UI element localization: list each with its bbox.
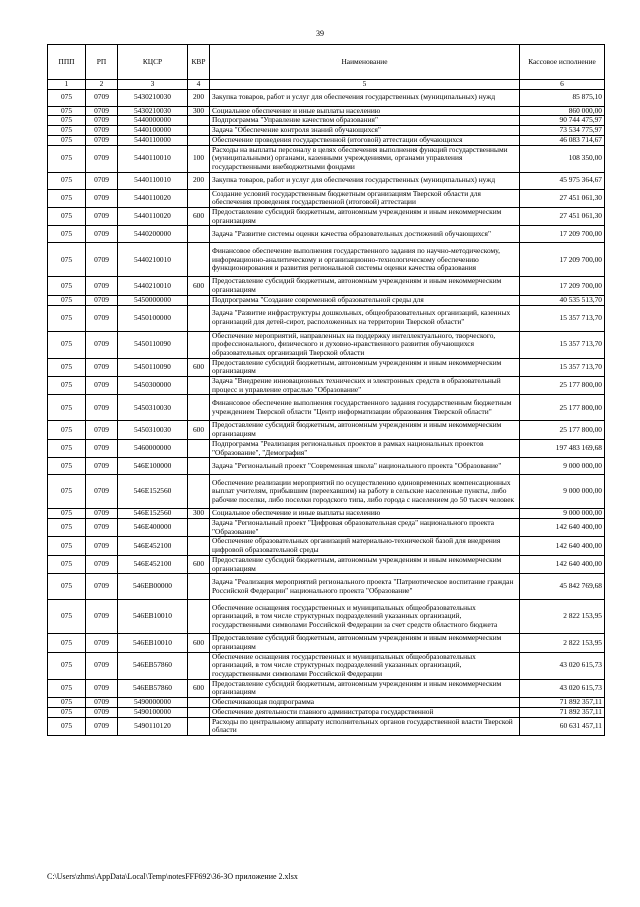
row-kcsr: 5440210010 [118,277,188,295]
row-amount: 108 350,00 [520,145,605,172]
row-kcsr: 5440100000 [118,126,188,136]
row-kvr [188,707,210,717]
row-rp: 0709 [86,358,118,376]
row-amount: 9 000 000,00 [520,458,605,475]
row-amount: 860 000,00 [520,106,605,116]
row-kcsr: 5430210030 [118,89,188,106]
row-kcsr: 546E452100 [118,555,188,573]
row-kvr [188,537,210,555]
row-ppp: 075 [48,305,86,331]
row-name: Обеспечивающая подпрограмма [210,698,520,708]
row-rp: 0709 [86,135,118,145]
table-row [48,679,605,697]
row-kcsr: 546E152560 [118,509,188,519]
row-name: Обеспечение образовательных организаций материально-технической базой для внедрения цифровой образовательной среды [210,537,520,555]
row-amount: 25 177 800,00 [520,395,605,421]
col-number: 4 [188,80,210,90]
row-amount: 9 000 000,00 [520,509,605,519]
row-amount: 9 000 000,00 [520,475,605,509]
row-ppp: 075 [48,116,86,126]
row-kvr [188,116,210,126]
row-ppp: 075 [48,458,86,475]
row-kvr [188,717,210,735]
row-amount: 45 842 769,68 [520,574,605,600]
row-kcsr: 5450000000 [118,295,188,305]
row-kvr [188,439,210,457]
table-row [48,574,605,600]
row-kvr [188,458,210,475]
row-kcsr: 546EB10010 [118,634,188,652]
row-name: Финансовое обеспечение выполнения государственного задания государственным бюджетным учреждением Тверской области "Центр информатизации образования Тверской области" [210,395,520,421]
row-amount: 40 535 513,70 [520,295,605,305]
row-rp: 0709 [86,208,118,226]
row-ppp: 075 [48,652,86,679]
row-ppp: 075 [48,574,86,600]
row-kvr [188,698,210,708]
row-kcsr: 5440110020 [118,208,188,226]
row-name: Задача "Региональный проект "Цифровая образовательная среда" национального проекта "Образование" [210,518,520,536]
row-name: Социальное обеспечение и иные выплаты населению [210,106,520,116]
row-ppp: 075 [48,537,86,555]
row-name: Обеспечение деятельности главного администратора государственной [210,707,520,717]
row-kvr [188,135,210,145]
row-amount: 15 357 713,70 [520,305,605,331]
row-name: Подпрограмма "Управление качеством образования" [210,116,520,126]
row-amount: 90 744 475,97 [520,116,605,126]
row-amount: 85 875,10 [520,89,605,106]
row-rp: 0709 [86,106,118,116]
row-name: Создание условий государственным бюджетным организациям Тверской области для обеспечения проведения государственной (итоговой) аттестации [210,189,520,207]
row-kcsr: 5490000000 [118,698,188,708]
row-kcsr: 5440110010 [118,145,188,172]
row-ppp: 075 [48,707,86,717]
row-kcsr: 5450100000 [118,305,188,331]
column-number-row [48,80,605,90]
row-ppp: 075 [48,475,86,509]
row-ppp: 075 [48,717,86,735]
table-row [48,295,605,305]
row-kcsr: 5440210010 [118,243,188,277]
row-kcsr: 5430210030 [118,106,188,116]
table-row [48,652,605,679]
row-name: Предоставление субсидий бюджетным, автономным учреждениям и иным некоммерческим организациям [210,277,520,295]
table-row [48,555,605,573]
row-rp: 0709 [86,600,118,634]
row-rp: 0709 [86,537,118,555]
row-rp: 0709 [86,652,118,679]
row-name: Обеспечение оснащения государственных и муниципальных общеобразовательных организаций, в том числе структурных подразделений указанных организаций, государственными символами Российской Федерации за счет средств областного бюджета [210,600,520,634]
table-row [48,331,605,358]
row-ppp: 075 [48,135,86,145]
row-name: Предоставление субсидий бюджетным, автономным учреждениям и иным некоммерческим организациям [210,634,520,652]
row-amount: 25 177 800,00 [520,421,605,439]
row-name: Задача "Реализация мероприятий регионального проекта "Патриотическое воспитание граждан Российской Федерации" национального проекта "Образование" [210,574,520,600]
row-kcsr: 5450310030 [118,395,188,421]
row-rp: 0709 [86,305,118,331]
col-number: 6 [520,80,605,90]
row-kvr [188,574,210,600]
table-row [48,698,605,708]
table-row [48,189,605,207]
row-rp: 0709 [86,518,118,536]
row-amount: 71 892 357,11 [520,698,605,708]
table-row [48,395,605,421]
row-rp: 0709 [86,439,118,457]
row-kcsr: 5440110010 [118,172,188,189]
row-amount: 197 483 169,68 [520,439,605,457]
row-name: Расходы по центральному аппарату исполнительных органов государственной власти Тверской области [210,717,520,735]
row-kcsr: 546EB57860 [118,652,188,679]
row-ppp: 075 [48,421,86,439]
row-ppp: 075 [48,295,86,305]
row-name: Обеспечение проведения государственной (итоговой) аттестации обучающихся [210,135,520,145]
table-row [48,172,605,189]
row-ppp: 075 [48,600,86,634]
row-kvr [188,331,210,358]
row-amount: 142 640 400,00 [520,555,605,573]
col-header-kcsr: КЦСР [118,45,188,80]
table-row [48,106,605,116]
table-row [48,634,605,652]
row-ppp: 075 [48,395,86,421]
table-row [48,208,605,226]
row-kvr [188,475,210,509]
table-row [48,145,605,172]
row-name: Предоставление субсидий бюджетным, автономным учреждениям и иным некоммерческим организациям [210,555,520,573]
row-name: Задача "Региональный проект "Современная школа" национального проекта "Образование" [210,458,520,475]
row-ppp: 075 [48,358,86,376]
row-ppp: 075 [48,509,86,519]
col-number: 1 [48,80,86,90]
row-rp: 0709 [86,116,118,126]
row-rp: 0709 [86,698,118,708]
row-amount: 27 451 061,30 [520,208,605,226]
table-row [48,439,605,457]
row-name: Закупка товаров, работ и услуг для обеспечения государственных (муниципальных) нужд [210,89,520,106]
row-rp: 0709 [86,277,118,295]
row-kcsr: 546E100000 [118,458,188,475]
col-number: 2 [86,80,118,90]
row-name: Подпрограмма "Создание современной образовательной среды для [210,295,520,305]
row-amount: 142 640 400,00 [520,518,605,536]
row-kvr: 600 [188,277,210,295]
row-kvr: 100 [188,145,210,172]
row-name: Закупка товаров, работ и услуг для обеспечения государственных (муниципальных) нужд [210,172,520,189]
row-kvr [188,226,210,243]
row-rp: 0709 [86,89,118,106]
row-name: Задача "Развитие системы оценки качества образовательных достижений обучающихся" [210,226,520,243]
table-header-row [48,45,605,80]
row-kvr [188,243,210,277]
row-kcsr: 5450300000 [118,377,188,395]
row-ppp: 075 [48,126,86,136]
row-kcsr: 5490110120 [118,717,188,735]
row-rp: 0709 [86,243,118,277]
row-ppp: 075 [48,243,86,277]
execution-table [47,44,605,736]
table-row [48,126,605,136]
row-amount: 142 640 400,00 [520,537,605,555]
table-row [48,243,605,277]
row-kcsr: 5450310030 [118,421,188,439]
row-name: Задача "Обеспечение контроля знаний обучающихся" [210,126,520,136]
row-kvr: 600 [188,358,210,376]
row-amount: 43 020 615,73 [520,679,605,697]
row-ppp: 075 [48,172,86,189]
row-kcsr: 546EB10010 [118,600,188,634]
row-kvr: 200 [188,172,210,189]
row-ppp: 075 [48,189,86,207]
row-rp: 0709 [86,331,118,358]
row-kcsr: 5440000000 [118,116,188,126]
row-kcsr: 546E452100 [118,537,188,555]
row-name: Расходы на выплаты персоналу в целях обеспечения выполнения функций государственными (муниципальными) органами, казенными учреждениями, органами управления государственными внебюджетными фондами [210,145,520,172]
row-ppp: 075 [48,518,86,536]
col-header-kvr: КВР [188,45,210,80]
row-rp: 0709 [86,172,118,189]
row-name: Предоставление субсидий бюджетным, автономным учреждениям и иным некоммерческим организациям [210,358,520,376]
row-name: Задача "Развитие инфраструктуры дошкольных, общеобразовательных организаций, казенных организаций для детей-сирот, расположенных на территории Тверской области" [210,305,520,331]
row-rp: 0709 [86,634,118,652]
row-rp: 0709 [86,189,118,207]
page-number: 39 [316,29,324,38]
row-ppp: 075 [48,634,86,652]
table-row [48,707,605,717]
row-name: Обеспечение оснащения государственных и муниципальных общеобразовательных организаций, в том числе структурных подразделений указанных организаций, государственными символами Российской Федерации [210,652,520,679]
row-kvr [188,295,210,305]
col-header-rp: РП [86,45,118,80]
row-amount: 43 020 615,73 [520,652,605,679]
row-ppp: 075 [48,439,86,457]
row-rp: 0709 [86,707,118,717]
row-rp: 0709 [86,126,118,136]
row-kvr [188,305,210,331]
table-row [48,89,605,106]
row-rp: 0709 [86,679,118,697]
row-ppp: 075 [48,679,86,697]
table-row [48,277,605,295]
table-row [48,226,605,243]
row-kvr: 600 [188,421,210,439]
row-ppp: 075 [48,277,86,295]
row-name: Социальное обеспечение и иные выплаты населению [210,509,520,519]
row-kcsr: 5490100000 [118,707,188,717]
row-ppp: 075 [48,331,86,358]
table-row [48,518,605,536]
row-kcsr: 5440200000 [118,226,188,243]
row-kvr [188,377,210,395]
table-row [48,509,605,519]
table-row [48,475,605,509]
row-amount: 71 892 357,11 [520,707,605,717]
row-name: Предоставление субсидий бюджетным, автономным учреждениям и иным некоммерческим организациям [210,208,520,226]
row-amount: 46 083 714,67 [520,135,605,145]
row-kcsr: 5440110020 [118,189,188,207]
row-amount: 17 209 700,00 [520,277,605,295]
row-kcsr: 5460000000 [118,439,188,457]
table-row [48,135,605,145]
table-row [48,305,605,331]
row-rp: 0709 [86,717,118,735]
row-kvr: 600 [188,679,210,697]
row-rp: 0709 [86,421,118,439]
row-rp: 0709 [86,574,118,600]
row-kcsr: 546EB00000 [118,574,188,600]
row-kvr: 300 [188,509,210,519]
table-row [48,421,605,439]
row-rp: 0709 [86,295,118,305]
col-header-name: Наименование [210,45,520,80]
row-name: Обеспечение реализации мероприятий по осуществлению единовременных компенсационных выплат учителям, прибывшим (переехавшим) на работу в сельские населенные пункты, либо рабочие поселки, либо поселки городского типа, либо города с населением до 50 тысяч человек [210,475,520,509]
row-kvr: 200 [188,89,210,106]
row-kvr [188,518,210,536]
row-ppp: 075 [48,698,86,708]
row-kcsr: 546E400000 [118,518,188,536]
row-amount: 17 209 700,00 [520,243,605,277]
row-amount: 25 177 800,00 [520,377,605,395]
row-rp: 0709 [86,226,118,243]
row-rp: 0709 [86,509,118,519]
file-path[interactable]: C:\Users\zhms\AppData\Local\Temp\notesFFF692\36-ЗО приложение 2.xlsx [47,872,298,881]
row-kcsr: 546E152560 [118,475,188,509]
row-amount: 15 357 713,70 [520,358,605,376]
row-amount: 17 209 700,00 [520,226,605,243]
row-rp: 0709 [86,475,118,509]
row-name: Обеспечение мероприятий, направленных на поддержку интеллектуального, творческого, профессионального, физического и духовно-нравственного развития обучающихся образовательных организаций Тверской области [210,331,520,358]
row-ppp: 075 [48,555,86,573]
row-rp: 0709 [86,395,118,421]
table-row [48,377,605,395]
row-amount: 73 534 775,97 [520,126,605,136]
row-amount: 15 357 713,70 [520,331,605,358]
row-kcsr: 546EB57860 [118,679,188,697]
row-rp: 0709 [86,377,118,395]
col-header-ppp: ППП [48,45,86,80]
row-kvr: 600 [188,555,210,573]
row-kcsr: 5450110090 [118,331,188,358]
row-amount: 27 451 061,30 [520,189,605,207]
row-ppp: 075 [48,377,86,395]
row-kvr [188,600,210,634]
table-row [48,358,605,376]
table-row [48,116,605,126]
row-kvr: 600 [188,208,210,226]
row-ppp: 075 [48,89,86,106]
row-ppp: 075 [48,208,86,226]
row-rp: 0709 [86,555,118,573]
row-kvr [188,395,210,421]
row-amount: 45 975 364,67 [520,172,605,189]
col-number: 3 [118,80,188,90]
row-kvr [188,652,210,679]
table-row [48,458,605,475]
row-kvr: 600 [188,634,210,652]
row-kcsr: 5450110090 [118,358,188,376]
row-name: Предоставление субсидий бюджетным, автономным учреждениям и иным некоммерческим организациям [210,679,520,697]
table-row [48,537,605,555]
col-number: 5 [210,80,520,90]
row-name: Задача "Внедрение инновационных технических и электронных средств в образовательный процесс и управление отраслью "Образование" [210,377,520,395]
col-header-amount: Кассовое исполнение [520,45,605,80]
row-name: Финансовое обеспечение выполнения государственного задания по научно-методическому, информационно-аналитическому и организационно-технологическому обеспечению функционирования и развития региональной системы оценки качества образования [210,243,520,277]
row-amount: 60 631 457,11 [520,717,605,735]
row-ppp: 075 [48,145,86,172]
row-ppp: 075 [48,226,86,243]
row-kvr [188,126,210,136]
row-name: Предоставление субсидий бюджетным, автономным учреждениям и иным некоммерческим организациям [210,421,520,439]
row-amount: 2 822 153,95 [520,600,605,634]
table-row [48,600,605,634]
row-rp: 0709 [86,145,118,172]
row-amount: 2 822 153,95 [520,634,605,652]
row-rp: 0709 [86,458,118,475]
row-ppp: 075 [48,106,86,116]
row-kvr [188,189,210,207]
table-row [48,717,605,735]
row-name: Подпрограмма "Реализация региональных проектов в рамках национальных проектов "Образование", "Демография" [210,439,520,457]
row-kvr: 300 [188,106,210,116]
row-kcsr: 5440110000 [118,135,188,145]
